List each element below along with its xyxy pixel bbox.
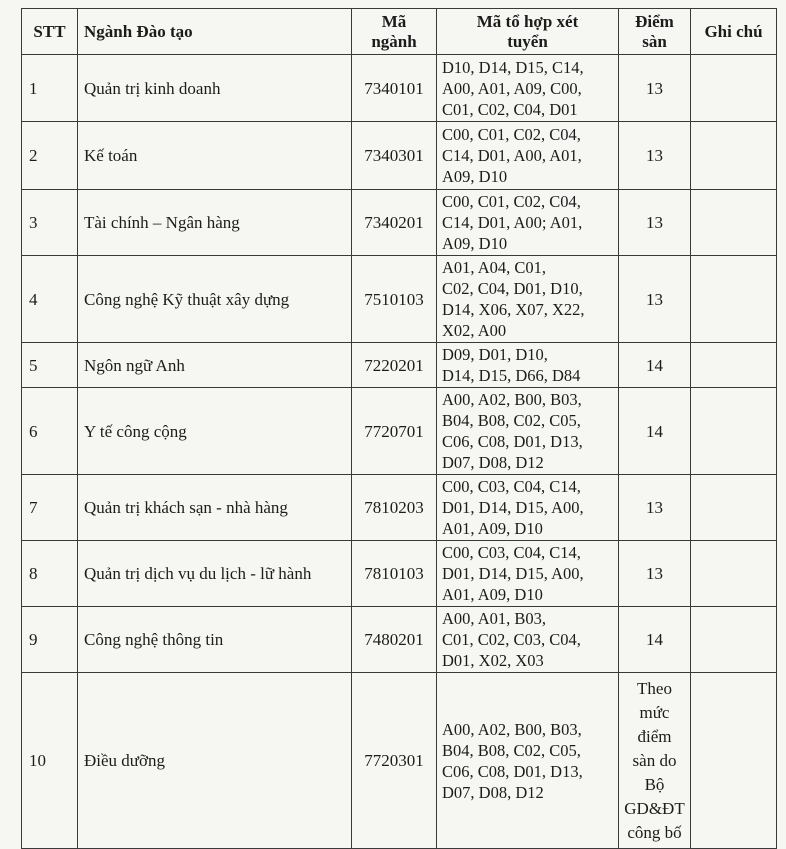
combo-line: D01, X02, X03 — [442, 651, 544, 670]
row-combos — [437, 256, 619, 343]
combo-line: C00, C01, C02, C04, — [442, 125, 581, 144]
combo-line: A09, D10 — [442, 167, 508, 186]
row-score — [619, 673, 691, 849]
row-name: Y tế công cộng — [78, 388, 352, 475]
admission-table — [21, 8, 777, 849]
row-note — [691, 190, 777, 256]
row-code: 7480201 — [352, 607, 437, 673]
combo-line: C00, C01, C02, C04, — [442, 192, 581, 211]
row-code: 7810203 — [352, 475, 437, 541]
combo-line: C00, C03, C04, C14, — [442, 543, 581, 562]
row-code: 7340301 — [352, 122, 437, 190]
table-row — [22, 673, 777, 849]
header-ma-nganh: Mã ngành — [352, 9, 437, 55]
table-row — [22, 607, 777, 673]
row-name: Kế toán — [78, 122, 352, 190]
score-line: Bộ — [644, 774, 665, 794]
row-combos — [437, 55, 619, 122]
row-combos — [437, 190, 619, 256]
header-row — [22, 9, 777, 55]
table-row — [22, 190, 777, 256]
row-stt: 2 — [22, 122, 78, 190]
table-row — [22, 55, 777, 122]
row-score: 13 — [619, 55, 691, 122]
combo-line: A00, A02, B00, B03, — [442, 390, 582, 409]
combo-line: A01, A04, C01, — [442, 258, 547, 277]
table-row — [22, 343, 777, 388]
header-diem-san: Điểm sàn — [619, 9, 691, 55]
combo-line: C02, C04, D01, D10, — [442, 279, 583, 298]
row-combos — [437, 122, 619, 190]
score-line: GD&ĐT — [624, 798, 685, 818]
row-stt: 8 — [22, 541, 78, 607]
row-score: 13 — [619, 541, 691, 607]
combo-line: A00, A02, B00, B03, — [442, 719, 582, 739]
row-code: 7720701 — [352, 388, 437, 475]
row-name: Công nghệ thông tin — [78, 607, 352, 673]
row-note — [691, 673, 777, 849]
combo-line: C06, C08, D01, D13, — [442, 432, 583, 451]
row-combos — [437, 673, 619, 849]
table-row — [22, 475, 777, 541]
row-note — [691, 541, 777, 607]
row-note — [691, 55, 777, 122]
combo-line: X02, A00 — [442, 321, 507, 340]
combo-line: C14, D01, A00; A01, — [442, 213, 583, 232]
row-note — [691, 607, 777, 673]
row-score: 14 — [619, 607, 691, 673]
row-name: Quản trị dịch vụ du lịch - lữ hành — [78, 541, 352, 607]
row-combos — [437, 475, 619, 541]
row-name: Quản trị khách sạn - nhà hàng — [78, 475, 352, 541]
row-stt: 3 — [22, 190, 78, 256]
row-combos — [437, 541, 619, 607]
table-row — [22, 122, 777, 190]
combo-line: D07, D08, D12 — [442, 782, 544, 802]
row-stt: 5 — [22, 343, 78, 388]
combo-line: C14, D01, A00, A01, — [442, 146, 582, 165]
combo-line: D07, D08, D12 — [442, 453, 544, 472]
row-name: Công nghệ Kỹ thuật xây dựng — [78, 256, 352, 343]
row-note — [691, 122, 777, 190]
row-note — [691, 475, 777, 541]
combo-line: C00, C03, C04, C14, — [442, 477, 581, 496]
row-code: 7810103 — [352, 541, 437, 607]
row-code: 7720301 — [352, 673, 437, 849]
row-score: 14 — [619, 343, 691, 388]
combo-line: A01, A09, D10 — [442, 585, 543, 604]
row-name: Tài chính – Ngân hàng — [78, 190, 352, 256]
combo-line: D14, D15, D66, D84 — [442, 366, 581, 385]
row-code: 7220201 — [352, 343, 437, 388]
combo-line: C06, C08, D01, D13, — [442, 761, 583, 781]
row-stt: 9 — [22, 607, 78, 673]
table-row — [22, 388, 777, 475]
row-combos — [437, 343, 619, 388]
row-code: 7340101 — [352, 55, 437, 122]
combo-line: D10, D14, D15, C14, — [442, 57, 584, 77]
row-score: 13 — [619, 190, 691, 256]
row-note — [691, 343, 777, 388]
score-line: công bố — [627, 822, 682, 842]
row-name: Ngôn ngữ Anh — [78, 343, 352, 388]
combo-line: A00, A01, B03, — [442, 609, 547, 628]
combo-line: D01, D14, D15, A00, — [442, 498, 584, 517]
combo-line: A00, A01, A09, C00, — [442, 78, 582, 98]
row-stt: 10 — [22, 673, 78, 849]
row-name: Điều dưỡng — [78, 673, 352, 849]
row-score: 13 — [619, 256, 691, 343]
row-stt: 7 — [22, 475, 78, 541]
row-combos — [437, 607, 619, 673]
header-to-hop: Mã tổ hợp xét tuyển — [437, 9, 619, 55]
combo-line: A01, A09, D10 — [442, 519, 543, 538]
combo-line: C01, C02, C03, C04, — [442, 630, 581, 649]
score-line: mức — [639, 702, 670, 722]
table-row — [22, 256, 777, 343]
row-score: 14 — [619, 388, 691, 475]
score-line: điểm — [637, 726, 672, 746]
combo-line: D01, D14, D15, A00, — [442, 564, 584, 583]
row-note — [691, 256, 777, 343]
row-name: Quản trị kinh doanh — [78, 55, 352, 122]
header-ghi-chu: Ghi chú — [691, 9, 777, 55]
row-stt: 4 — [22, 256, 78, 343]
row-score: 13 — [619, 122, 691, 190]
row-stt: 6 — [22, 388, 78, 475]
table-row — [22, 541, 777, 607]
combo-line: D09, D01, D10, — [442, 345, 548, 364]
combo-line: B04, B08, C02, C05, — [442, 740, 581, 760]
row-score: 13 — [619, 475, 691, 541]
score-line: Theo — [637, 678, 672, 698]
header-stt: STT — [22, 9, 78, 55]
row-code: 7510103 — [352, 256, 437, 343]
combo-line: D14, X06, X07, X22, — [442, 300, 585, 319]
score-line: sàn do — [632, 750, 677, 770]
row-combos — [437, 388, 619, 475]
combo-line: B04, B08, C02, C05, — [442, 411, 581, 430]
combo-line: A09, D10 — [442, 234, 508, 253]
row-stt: 1 — [22, 55, 78, 122]
row-note — [691, 388, 777, 475]
row-code: 7340201 — [352, 190, 437, 256]
combo-line: C01, C02, C04, D01 — [442, 99, 578, 119]
header-nganh: Ngành Đào tạo — [78, 9, 352, 55]
